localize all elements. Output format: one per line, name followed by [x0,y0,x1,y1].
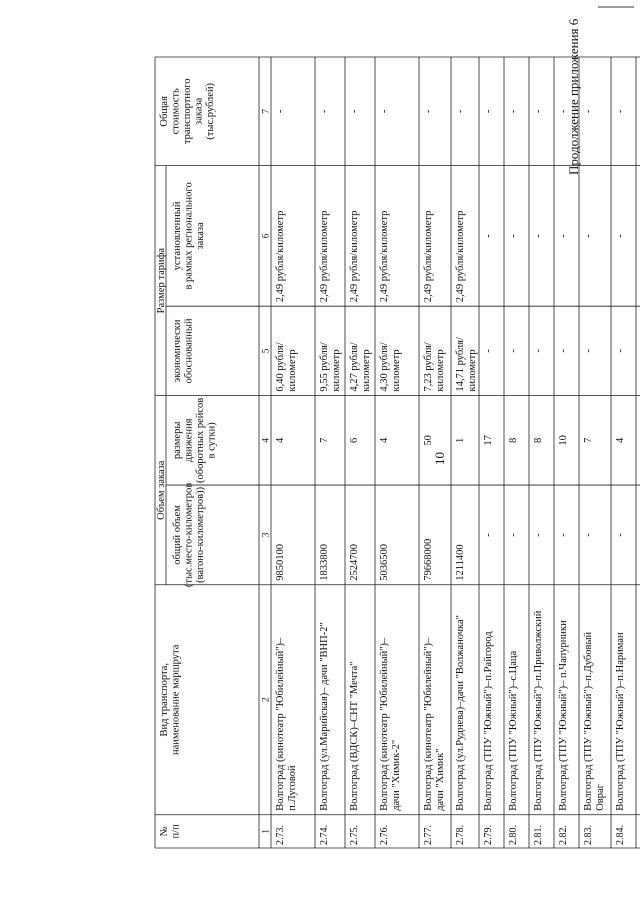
total-cost-value: - [508,109,519,114]
header-total-volume: (тыс.место-километров [183,482,195,588]
header-no: № [159,826,170,837]
total-volume-value: 2524700 [349,544,360,581]
row-number: 2.74. [319,825,330,845]
header-total-cost: заказа [193,97,205,125]
total-volume-value: - [615,533,626,537]
route-name: п.Луговой [287,765,298,811]
economic-tariff: - [558,349,569,353]
header-total-cost: (тыс.рублей) [205,82,216,140]
economic-tariff: 6,40 рубля/ [275,342,286,392]
economic-tariff: - [615,349,626,353]
header-economic: обоснованный [183,318,195,384]
total-volume-value: - [533,533,544,537]
total-volume-value: 9850100 [275,544,286,581]
route-name: дачи "Химик" [435,748,446,811]
header-established: заказа [195,222,206,250]
route-name: Волгоград (ТПУ "Южный")–п.Райгород [483,631,494,811]
column-number: 6 [261,233,272,239]
traffic-value: 6 [349,437,360,443]
traffic-value: 7 [583,437,594,443]
header-route: Вид транспорта, [159,663,170,737]
route-name: Овраг [595,784,606,811]
total-volume-value: 1833800 [319,544,330,581]
column-number: 4 [261,437,272,443]
total-cost-value: - [533,109,544,114]
economic-tariff: 4,30 рубля/ [379,342,390,392]
total-cost-value: - [379,109,390,114]
total-cost-value: - [455,109,466,114]
header-total-volume: общий объем [172,505,183,565]
header-no: п/п [170,824,182,839]
economic-tariff: километр [331,349,342,392]
established-tariff: 2,49 рубля/километр [319,210,330,303]
traffic-value: 4 [379,437,390,443]
total-volume-value: 1211400 [455,544,466,581]
column-number: 3 [261,532,272,538]
header-tariff-group: Размер тарифа [156,247,167,314]
row-number: 2.73. [275,825,286,845]
header-total-volume: (вагоно-километров)) [195,486,206,583]
established-tariff: - [533,234,544,238]
established-tariff: - [483,234,494,238]
route-name: Волгоград (ул.Марийская)– дачи "ВНП-2" [319,622,330,811]
row-number: 2.76. [379,825,390,845]
header-total-cost: стоимость [170,88,182,135]
header-established: в рамках регионального [183,182,195,290]
route-name: Волгоград (кинотеатр "Юбилейный")– [423,637,434,811]
row-number: 2.78. [455,825,466,845]
total-volume-value: - [508,533,519,537]
row-number: 2.75. [349,825,360,845]
economic-tariff: километр [287,349,298,392]
route-name: Волгоград (ТПУ "Южный")–п.Приволжский [533,610,544,811]
established-tariff: 2,49 рубля/километр [349,210,360,303]
traffic-value: 8 [533,437,544,443]
row-number: 2.80. [508,825,519,845]
economic-tariff: километр [361,349,372,392]
total-volume-value: - [583,533,594,537]
economic-tariff: километр [435,349,446,392]
traffic-value: 8 [508,437,519,443]
route-name: Волгоград (ТПУ "Южный")–п.Дубовый [583,631,594,811]
total-cost-value: - [275,109,286,114]
header-traffic: движения [183,418,195,463]
header-total-cost: Общая [159,96,170,127]
established-tariff: 2,49 рубля/километр [275,210,286,303]
economic-tariff: километр [467,349,478,392]
total-cost-value: - [583,109,594,114]
row-number: 2.84. [615,825,626,845]
column-number: 7 [261,108,272,114]
total-volume-value: 5036500 [379,544,390,581]
economic-tariff: - [483,349,494,353]
header-route: наименование маршрута [170,644,182,755]
traffic-value: 17 [483,435,494,446]
established-tariff: - [615,234,626,238]
traffic-value: 7 [319,437,330,443]
economic-tariff: - [583,349,594,353]
established-tariff: 2,49 рубля/километр [379,210,390,303]
header-traffic: (оборотных рейсов [195,397,206,483]
row-number: 2.82. [558,825,569,845]
total-cost-value: - [615,109,626,114]
route-name: Волгоград (кинотеатр "Юбилейный")– [379,637,390,811]
column-number: 5 [261,348,272,354]
traffic-value: 10 [558,435,569,446]
row-number: 2.77. [423,825,434,845]
header-established: установленный [172,201,183,271]
header-economic: экономически [172,319,183,383]
header-volume-group: Объем заказа [156,460,167,520]
established-tariff: 2,49 рубля/километр [455,210,466,303]
traffic-value: 4 [275,437,286,443]
route-name: дачи "Химик-2" [391,739,402,811]
column-number: 2 [261,697,272,703]
established-tariff: - [558,234,569,238]
traffic-value: 4 [615,437,626,443]
header-total-cost: транспортного [182,78,193,145]
row-number: 2.79. [483,825,494,845]
total-cost-value: - [558,109,569,114]
route-name: Волгоград (кинотеатр "Юбилейный")– [275,637,286,811]
total-cost-value: - [319,109,330,114]
total-volume-value: - [558,533,569,537]
route-name: Волгоград (ТПУ "Южный")–п.Нариман [615,632,626,811]
economic-tariff: - [508,349,519,353]
route-name: Волгоград (ТПУ "Южный")– п.Чапурники [558,620,569,811]
economic-tariff: - [533,349,544,353]
economic-tariff: 9,55 рубля/ [319,342,330,392]
total-cost-value: - [423,109,434,114]
economic-tariff: километр [391,349,402,392]
page-number: 10 [432,452,447,465]
route-name: Волгоград (ТПУ "Южный")–с.Цаца [508,650,519,811]
route-name: Волгоград (ул.Руднева)–дачи "Волжаночка" [455,615,466,811]
traffic-value: 1 [455,437,466,443]
total-cost-value: - [483,109,494,114]
total-cost-value: - [349,109,360,114]
header-traffic: размеры [172,421,183,460]
row-number: 2.83. [583,825,594,845]
row-number: 2.81. [533,825,544,845]
economic-tariff: 7,23 рубля/ [423,342,434,392]
established-tariff: 2,49 рубля/километр [423,210,434,303]
traffic-value: 50 [423,435,434,446]
total-volume-value: 79668000 [423,538,434,581]
route-name: Волгоград (ВДСК)–СНТ "Мечта" [349,661,360,811]
established-tariff: - [508,234,519,238]
economic-tariff: 14,71 рубля/ [455,337,466,392]
economic-tariff: 4,27 рубля/ [349,342,360,392]
header-traffic: в сутки) [206,422,218,459]
established-tariff: - [583,234,594,238]
total-volume-value: - [483,533,494,537]
appendix-label: Продолжение приложения 6 [566,18,581,175]
column-number: 1 [261,829,272,834]
